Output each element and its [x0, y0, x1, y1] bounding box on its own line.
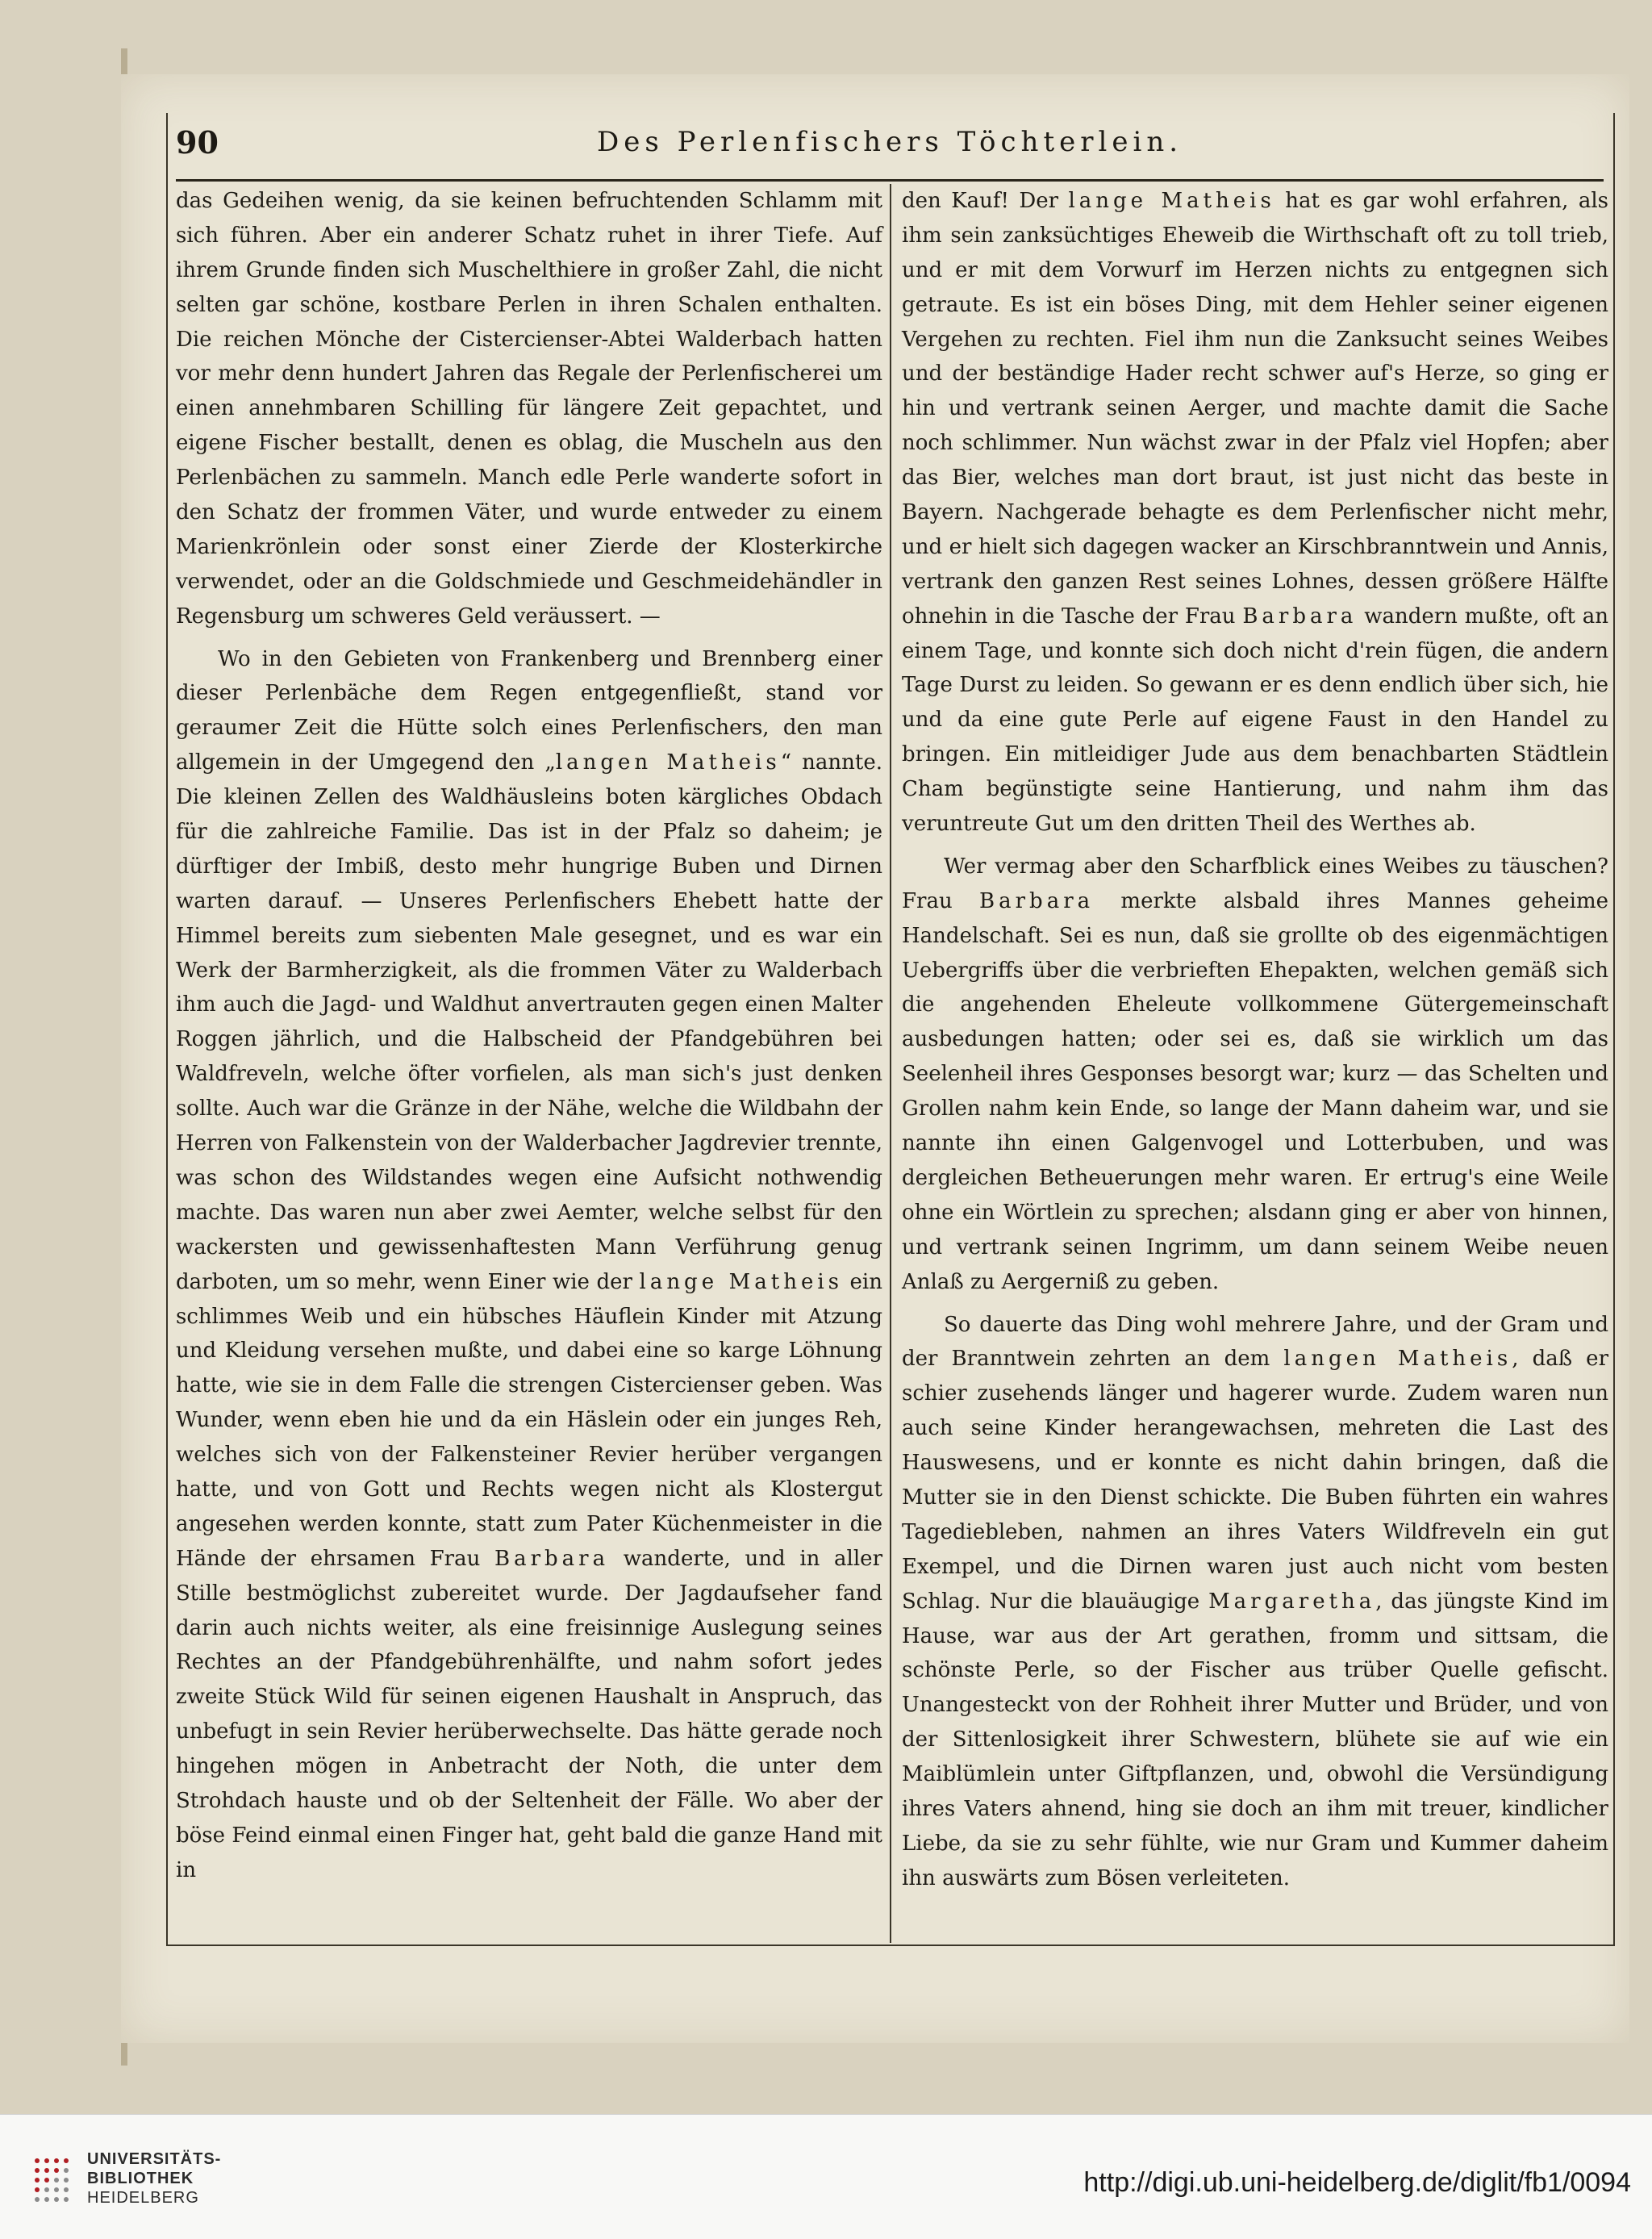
library-logo-icon	[29, 2154, 77, 2203]
text-run: , das jüngste Kind im Hause, war aus der Art gerathen, fromm und sittsam, die schönste Perle, so der Fischer aus trüber Quelle gefischt. Unangesteckt von der Rohheit ihrer Mutter und Brüder, und von der Sittenlosigkeit ihrer Schwestern, blühete sie auf wie ein Maiblümlein unter Giftpflanzen, und, obwohl die Versündigung ihres Vaters ahnend, hing sie doch an ihm mit treuer, kindlicher Liebe, da sie zu sehr fühlte, wie nur Gram und Kummer daheim ihn auswärts zum Bösen verleiteten.	[902, 1589, 1608, 1890]
library-name-line-3: HEIDELBERG	[87, 2189, 199, 2207]
left-paragraph-1: das Gedeihen wenig, da sie keinen befruchtenden Schlamm mit sich führen. Aber ein anderer Schatz ruhet in ihrer Tiefe. Auf ihrem Grunde finden sich Muschelthiere in großer Zahl, die nicht selten gar schöne, kostbare Perlen in ihren Schalen enthalten. Die reichen Mönche der Cistercienser-Abtei Walderbach hatten vor mehr denn hundert Jahren das Regale der Perlenfischerei um einen annehmbaren Schilling für längere Zeit gepachtet, und eigene Fischer bestallt, denen es oblag, die Muscheln aus den Perlenbächen zu sammeln. Manch edle Perle wanderte sofort in den Schatz der frommen Väter, und wurde entweder zu einem Marienkrönlein oder sonst einer Zierde der Klosterkirche verwendet, oder an die Goldschmiede und Geschmeidehändler in Regensburg um schweres Geld veräussert. —	[176, 189, 882, 629]
text-run: merkte alsbald ihres Mannes geheime Handelschaft. Sei es nun, daß sie grollte ob des eigenmächtigen Uebergriffs über die verbrieften Ehepakten, welchen gemäß sich die angehenden Eheleute vollkommene Gütergemeinschaft ausbedungen hatten; oder sei es, daß sie wirklich um das Seelenheil ihres Gesponses besorgt war; kurz — das Schelten und Grollen nahm kein Ende, so lange der Mann daheim war, und sie nannte ihn einen Galgenvogel und Lotterbuben, und was dergleichen Betheuerungen mehr waren. Er ertrug's eine Weile ohne ein Wörtlein zu sprechen; alsdann ging er aber von hinnen, und vertrank seinen Ingrimm, um dann seinem Weibe neuen Anlaß zu Aergerniß zu geben.	[902, 888, 1608, 1294]
name-spaced: Barbara	[1242, 604, 1358, 629]
page-header	[176, 121, 1604, 178]
name-spaced: langen Matheis	[555, 750, 781, 775]
library-name-line-1: UNIVERSITÄTS-	[87, 2150, 222, 2168]
text-run: den Kauf! Der	[902, 189, 1069, 213]
name-spaced: Barbara	[979, 888, 1095, 913]
name-spaced: lange Matheis	[1068, 189, 1275, 213]
text-run: wanderte, und in aller Stille bestmöglichst zubereitet wurde. Der Jagdaufseher fand darin auch nichts weiter, als eine freisinnige Auslegung seines Rechtes an der Pfandgebührenhälfte, und nahm sofort jedes zweite Stück Wild für seinen eigenen Haushalt in Anspruch, das unbefugt in sein Revier herüberwechselte. Das hätte gerade noch hingehen mögen in Anbetracht der Noth, die unter dem Strohdach hauste und ob der Seltenheit der Fälle. Wo aber der böse Feind einmal einen Finger hat, geht bald die ganze Hand mit in	[176, 1546, 883, 1882]
column-divider	[890, 184, 891, 1943]
left-column	[176, 184, 882, 1943]
text-run: wandern mußte, oft an einem Tage, und konnte sich doch nicht d'rein fügen, die andern Tage Durst zu leiden. So gewann er es denn endlich über sich, hie und da eine gute Perle auf eigene Faust in den Handel zu bringen. Ein mitleidiger Jude aus dem benachbarten Städtlein Cham begünstigte seine Hantierung, und nahm ihm das veruntreute Gut um den dritten Theil des Werthes ab.	[902, 604, 1608, 837]
running-title: Des Perlenfischers Töchterlein.	[596, 126, 1183, 158]
name-spaced: lange Matheis	[639, 1269, 843, 1294]
left-paragraph-2	[176, 642, 882, 1888]
right-paragraph-2	[902, 850, 1608, 1300]
library-name	[87, 2149, 221, 2208]
text-run: So dauerte das Ding wohl mehrere Jahre, und der Gram und der Branntwein zehrten an dem	[902, 1312, 1608, 1372]
page-number: 90	[176, 124, 219, 161]
right-column	[902, 184, 1608, 1943]
frame-rule-left	[166, 113, 168, 1945]
text-run: , daß er schier zusehends länger und hagerer wurde. Zudem waren nun auch seine Kinder herangewachsen, mehreten die Last des Hauswesens, und er konnte es nicht dahin bringen, daß die Mutter sie in den Dienst schickte. Die Buben führten ein wahres Tagediebleben, nahmen an ihres Vaters Wildfreveln ein gut Exempel, und die Dirnen waren just auch nicht vom besten Schlag. Nur die blauäugige	[902, 1347, 1608, 1614]
text-run: Wer vermag aber den Scharfblick eines Weibes zu täuschen? Frau	[902, 854, 1608, 913]
right-paragraph-3	[902, 1308, 1608, 1896]
text-run: ein schlimmes Weib und ein hübsches Häuflein Kinder mit Atzung und Kleidung versehen mußte, und dabei eine so karge Löhnung hatte, wie sie in dem Falle die strengen Cistercienser geben. Was Wunder, wenn eben hie und da ein Häslein oder ein junges Reh, welches sich von der Falkensteiner Revier herüber vergangen hatte, und von Gott und Rechts wegen nicht als Klostergut angesehen werden konnte, statt zum Pater Küchenmeister in die Hände der ehrsamen Frau	[176, 1269, 882, 1571]
frame-rule-right	[1613, 113, 1615, 1945]
library-name-line-2: BIBLIOTHEK	[87, 2170, 194, 2187]
bottom-rule	[166, 1945, 1615, 1946]
text-run: “ nannte. Die kleinen Zellen des Waldhäusleins boten kärgliches Obdach für die zahlreiche Familie. Das ist in der Pfalz so daheim; je dürftiger der Imbiß, desto mehr hungrige Buben und Dirnen warten darauf. — Unseres Perlenfischers Ehebett hatte der Himmel bereits zum siebenten Male gesegnet, und es war ein Werk der Barmherzigkeit, als die frommen Väter zu Walderbach ihm auch die Jagd- und Waldhut anvertrauten gegen einen Malter Roggen jährlich, und die Halbscheid der Pfandgebühren bei Waldfreveln, welche öfter vorfielen, als man sich's just denken sollte. Auch war die Gränze in der Nähe, welche die Wildbahn der Herren von Falkenstein von der Walderbacher Jagdrevier trennte, was schon des Wildstandes wegen eine Aufsicht nothwendig machte. Das waren nun aber zwei Aemter, welche selbst für den wackersten und gewissenhaftesten Mann Verführung genug darboten, um so mehr, wenn Einer wie der	[176, 750, 882, 1294]
name-spaced: Barbara	[494, 1546, 610, 1571]
source-url[interactable]: http://digi.ub.uni-heidelberg.de/diglit/fb1/0094	[1083, 2167, 1631, 2198]
text-run: Wo in den Gebieten von Frankenberg und Brennberg einer dieser Perlenbäche dem Regen entgegenfließt, stand vor geraumer Zeit die Hütte solch eines Perlenfischers, den man allgemein in der Umgegend den „	[176, 646, 882, 775]
header-rule	[176, 179, 1604, 182]
name-spaced: Margaretha	[1208, 1589, 1376, 1614]
name-spaced: langen Matheis	[1283, 1347, 1512, 1372]
right-paragraph-1	[902, 184, 1608, 842]
text-run: hat es gar wohl erfahren, als ihm sein zanksüchtiges Eheweib die Wirthschaft oft zu toll trieb, und er mit dem Vorwurf im Herzen nichts zu entgegnen sich getraute. Es ist ein böses Ding, mit dem Hehler seiner eigenen Vergehen zu rechten. Fiel ihm nun die Zanksucht seines Weibes und der beständige Hader recht schwer auf's Herze, so ging er hin und vertrank seinen Aerger, und machte damit die Sache noch schlimmer. Nun wächst zwar in der Pfalz viel Hopfen; aber das Bier, welches man dort braut, ist just nicht das beste in Bayern. Nachgerade behagte es dem Perlenfischer nicht mehr, und er hielt sich dagegen wacker an Kirschbranntwein und Annis, vertrank den ganzen Rest seines Lohnes, dessen größere Hälfte ohnehin in die Tasche der Frau	[902, 189, 1608, 629]
